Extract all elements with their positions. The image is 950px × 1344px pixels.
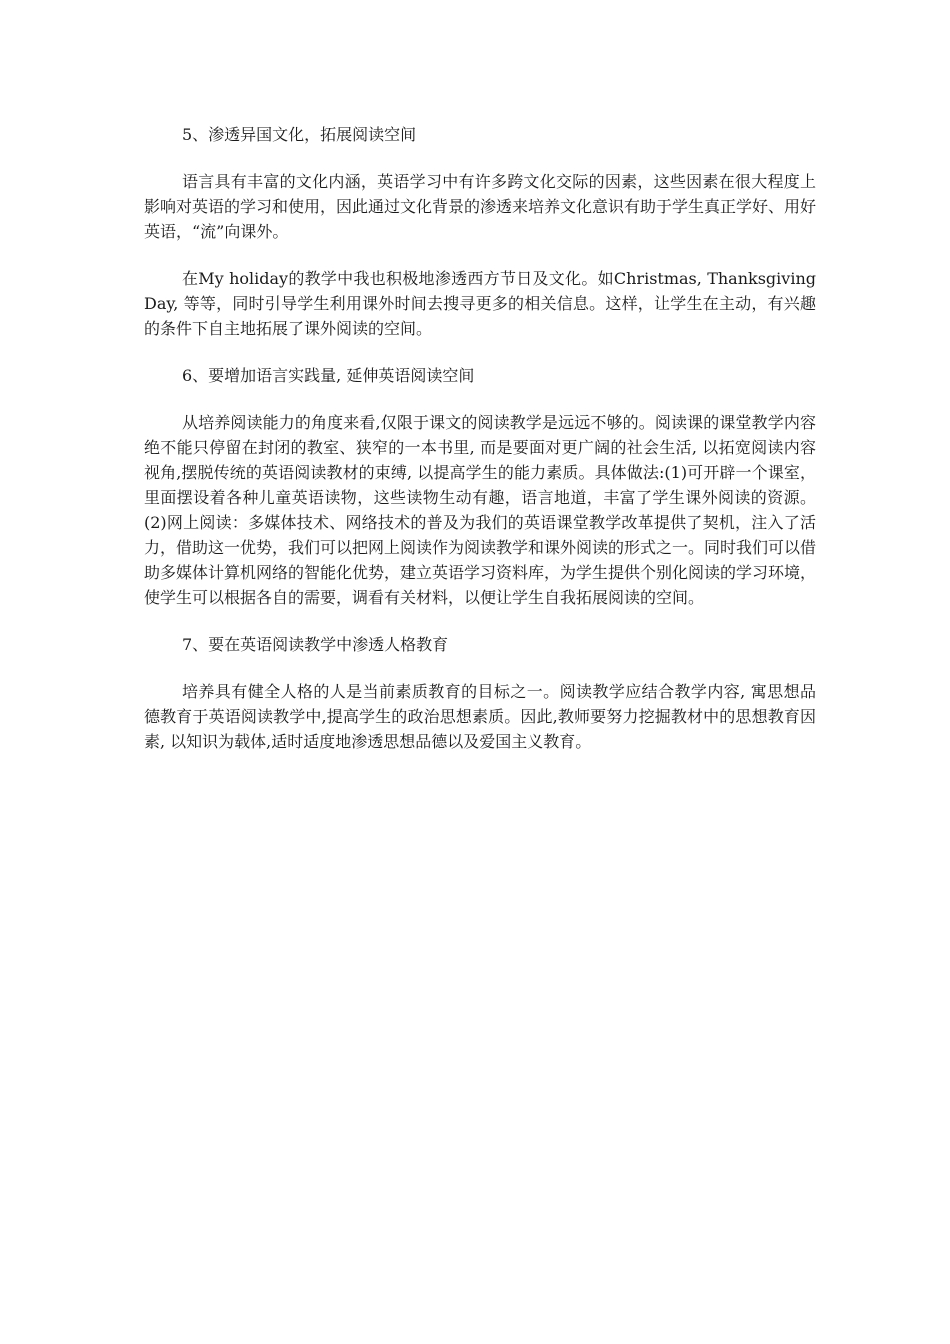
section-heading-5: 5、渗透异国文化，拓展阅读空间 [182, 125, 417, 144]
section-6-paragraph-1: 从培养阅读能力的角度来看,仅限于课文的阅读教学是远远不够的。阅读课的课堂教学内容绝不能只停留在封闭的教室、狭窄的一本书里, 而是要面对更广阔的社会生活, 以拓宽阅读内容视角,摆脱传统的英语阅读教材的束缚, 以提高学生的能力素质。具体做法:(1)可开辟一个课室，里面摆设着各种儿童英语读物，这些读物生动有趣，语言地道，丰富了学生课外阅读的资源。(2)网上阅读：多媒体技术、网络技术的普及为我们的英语课堂教学改革提供了契机，注入了活力，借助这一优势，我们可以把网上阅读作为阅读教学和课外阅读的形式之一。同时我们可以借助多媒体计算机网络的智能化优势，建立英语学习资料库，为学生提供个别化阅读的学习环境，使学生可以根据各自的需要，调看有关材料，以便让学生自我拓展阅读的空间。 [144, 413, 817, 607]
section-5-paragraph-1: 语言具有丰富的文化内涵，英语学习中有许多跨文化交际的因素，这些因素在很大程度上影响对英语的学习和使用，因此通过文化背景的渗透来培养文化意识有助于学生真正学好、用好英语，“流”向课外。 [144, 172, 817, 241]
section-7-paragraph-1: 培养具有健全人格的人是当前素质教育的目标之一。阅读教学应结合教学内容, 寓思想品德教育于英语阅读教学中,提高学生的政治思想素质。因此,教师要努力挖掘教材中的思想教育因素, 以知识为载体,适时适度地渗透思想品德以及爱国主义教育。 [144, 682, 816, 751]
section-heading-6: 6、要增加语言实践量, 延伸英语阅读空间 [182, 366, 475, 385]
document-body [144, 122, 816, 776]
section-heading-7: 7、要在英语阅读教学中渗透人格教育 [182, 635, 449, 654]
section-5-paragraph-2: 在My holiday的教学中我也积极地渗透西方节日及文化。如Christmas, Thanksgiving Day, 等等，同时引导学生利用课外时间去搜寻更多的相关信息。这样，让学生在主动，有兴趣的条件下自主地拓展了课外阅读的空间。 [144, 269, 816, 338]
